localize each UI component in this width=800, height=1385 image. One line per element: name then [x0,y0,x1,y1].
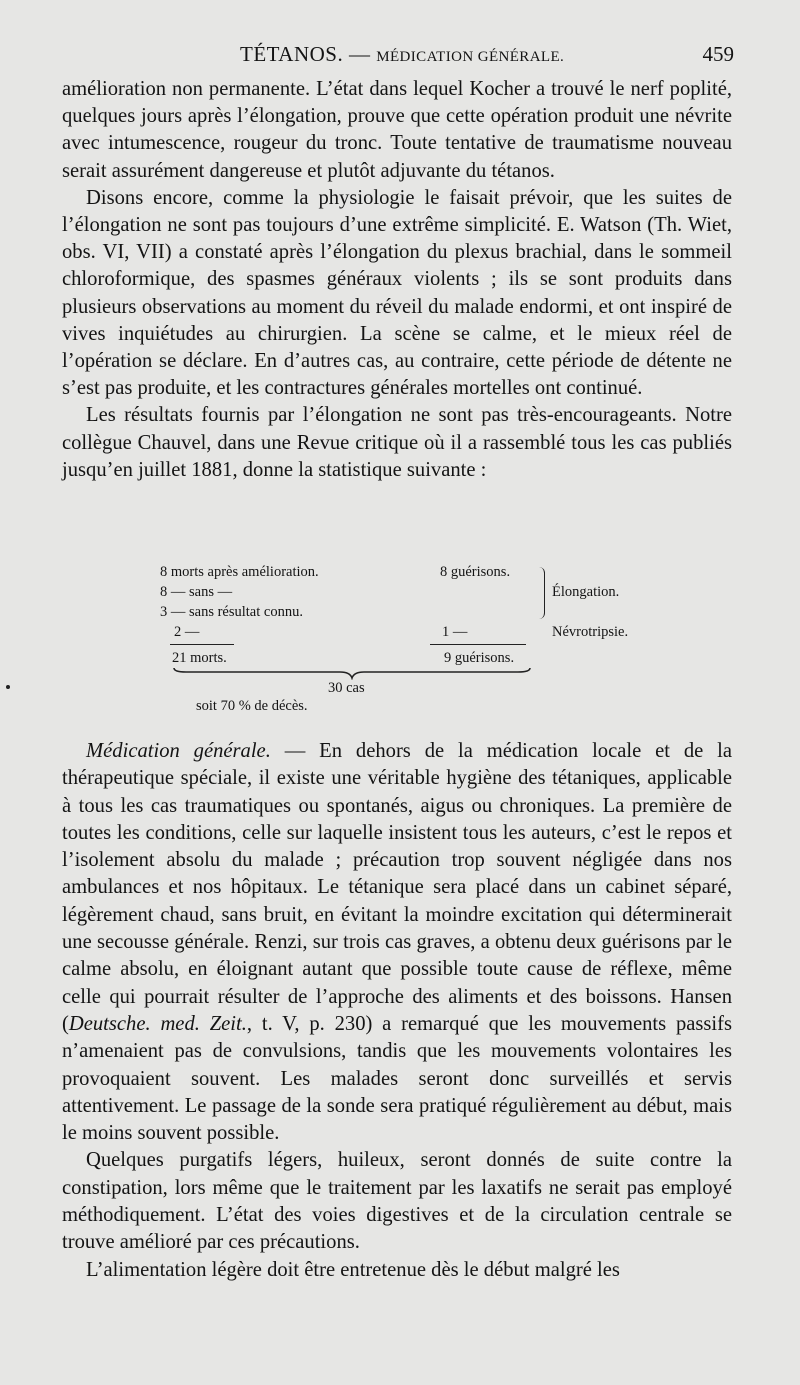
subtotal-rule-right [430,644,526,645]
group-brace [538,567,545,619]
running-title [240,42,564,67]
stats-summary: soit 70 % de décès. [196,698,308,714]
paragraph: Les résultats fournis par l’élongation ne sont pas très-encourageants. Notre collègue Chauvel, dans une Revue critique où il a rassemblé tous les cas publiés jusqu’en juillet 1881, donne la statistique suivante : [62,404,732,481]
stats-row4-left: 2 — [174,624,200,640]
paragraph-text: — En dehors de la médication locale et de la thérapeutique spéciale, il existe une véritable hygiène des tétaniques, applicable à tous les cas traumatiques ou spontanés, aigus ou chroniques. La première de toutes les conditions, celle sur laquelle insistent tous les auteurs, c’est le repos et l’isolement absolu du malade ; précaution trop souvent négligée dans nos ambulances et nos hôpitaux. Le tétanique sera placé dans un cabinet séparé, légèrement chaud, sans bruit, en évitant la moindre excitation qui déterminerait une secousse générale. Renzi, sur trois cas graves, a obtenu deux guérisons par le calme absolu, en éloignant autant que possible toute cause de réflexe, même celle qui pourrait résulter de l’approche des aliments et des boissons. Hansen ( [62,740,732,1035]
subtotal-rule-left [170,644,234,645]
stats-row4-label: Névrotripsie. [552,624,629,640]
stats-row4-right: 1 — [442,624,468,640]
stats-total-left: 21 morts. [172,650,227,666]
total-brace [172,666,532,680]
citation-title: Deutsche. med. Zeit. [68,1012,247,1035]
running-title-main: TÉTANOS. — [240,42,371,66]
stats-row3-left: 3 — sans résultat connu. [160,604,303,620]
stats-row2-left: 8 — sans — [160,584,233,600]
section-heading: Médication générale. [86,740,271,762]
paragraph: amélioration non permanente. L’état dans lequel Kocher a trouvé le nerf poplité, quelques jours après l’élongation, prouve que cette opération produit une névrite avec intumescence, rougeur du tronc. Toute tentative de traumatisme nouveau serait assurément dangereuse et plutôt adjuvante du tétanos. [62,78,732,182]
statistics-table [160,563,680,723]
page-number: 459 [702,42,734,66]
paragraph: Quelques purgatifs légers, huileux, seront donnés de suite contre la constipation, lors même que le traitement par les laxatifs ne serait pas employé méthodiquement. L’état des voies digestives et de la circulation centrale se trouve amélioré par ces précautions. [62,1149,732,1254]
running-header [62,42,734,72]
paragraph-text: , t. V, p. 230) a remarqué que les mouvements passifs n’amenaient pas de convulsions, tandis que les mouvements volontaires les provoquaient souvent. Les malades seront donc surveillés et servis attentivement. Le passage de la sonde sera pratiqué régulièrement au début, mais le moins souvent possible. [62,1012,732,1145]
stats-group-label: Élongation. [552,584,620,600]
stats-grand-total: 30 cas [328,680,365,696]
running-title-sub: MÉDICATION GÉNÉRALE. [376,49,565,65]
paragraph: Disons encore, comme la physiologie le faisait prévoir, que les suites de l’élongation ne sont pas toujours d’une extrême simplicité. E. Watson (Th. Wiet, obs. VI, VII) a constaté après l’élongation du plexus brachial, dans le sommeil chloroformique, des spasmes généraux violents ; ils se sont produits dans plusieurs observations au moment du réveil du malade endormi, et ont inspiré de vives inquiétudes au chirurgien. La scène se calme, et le mieux réel de l’opération se déclare. En d’autres cas, au contraire, cette période de détente ne s’est pas produite, et les contractures générales mortelles ont continué. [62,186,732,400]
section-medication-generale [62,738,732,1284]
body-text [62,76,732,484]
stats-row1-right: 8 guérisons. [440,564,511,580]
margin-dot [6,685,10,689]
stats-total-right: 9 guérisons. [444,650,515,666]
stats-row1-left: 8 morts après amélioration. [160,564,319,580]
paragraph [62,738,732,1147]
paragraph: L’alimentation légère doit être entretenue dès le début malgré les [86,1258,620,1281]
